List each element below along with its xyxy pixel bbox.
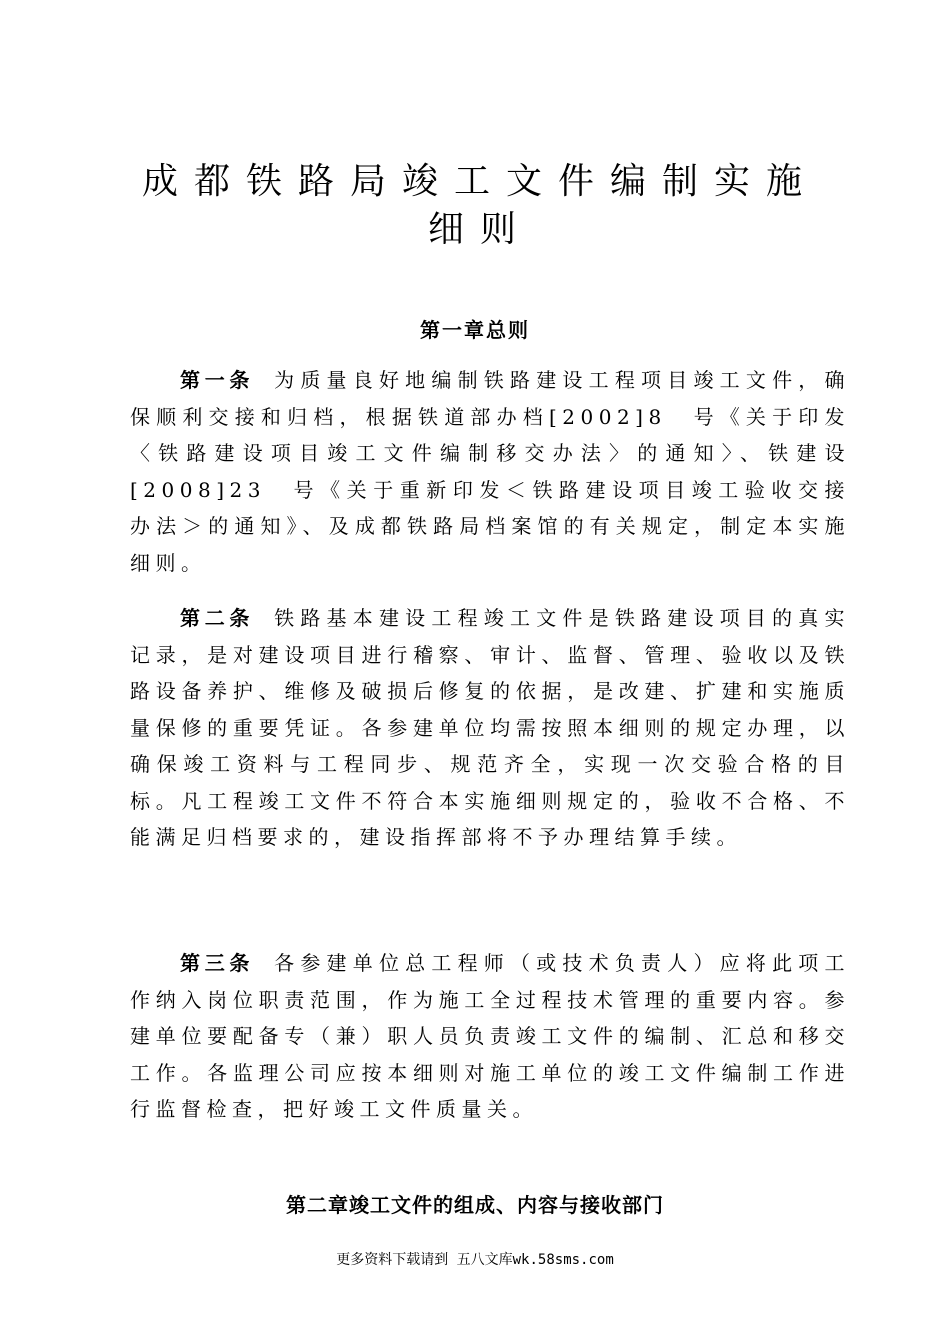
chapter-2-heading: 第二章竣工文件的组成、内容与接收部门 [286, 1193, 664, 1217]
article-3 [130, 945, 850, 1128]
article-2-text: 铁路基本建设工程竣工文件是铁路建设项目的真实记录，是对建设项目进行稽察、审计、监督、管理、验收以及铁路设备养护、维修及破损后修复的依据，是改建、扩建和实施质量保修的重要凭证。各参建单位均需按照本细则的规定办理，以确保竣工资料与工程同步、规范齐全，实现一次交验合格的目标。凡工程竣工文件不符合本实施细则规定的，验收不合格、不能满足归档要求的，建设指挥部将不予办理结算手续。 [130, 606, 850, 849]
article-2 [130, 600, 850, 856]
footer-note: 更多资料下载请到 五八文库wk.58sms.com [336, 1252, 614, 1268]
article-2-label: 第二条 [180, 606, 255, 630]
article-1-text: 为质量良好地编制铁路建设工程项目竣工文件，确保顺利交接和归档，根据铁道部办档[2002]8 号《关于印发〈铁路建设项目竣工文件编制移交办法〉的通知〉、铁建设[2008]23 号《关于重新印发＜铁路建设项目竣工验收交接办法＞的通知》、及成都铁路局档案馆的有关规定，制定本实施细则。 [130, 368, 850, 575]
article-3-text: 各参建单位总工程师（或技术负责人）应将此项工作纳入岗位职责范围，作为施工全过程技术管理的重要内容。参建单位要配备专（兼）职人员负责竣工文件的编制、汇总和移交工作。各监理公司应按本细则对施工单位的竣工文件编制工作进行监督检查，把好竣工文件质量关。 [130, 951, 850, 1121]
document-title: 成都铁路局竣工文件编制实施细则 [141, 161, 818, 250]
chapter-1-heading: 第一章总则 [420, 318, 530, 342]
article-1-label: 第一条 [180, 368, 255, 392]
article-1 [130, 362, 850, 581]
article-3-label: 第三条 [180, 951, 255, 975]
